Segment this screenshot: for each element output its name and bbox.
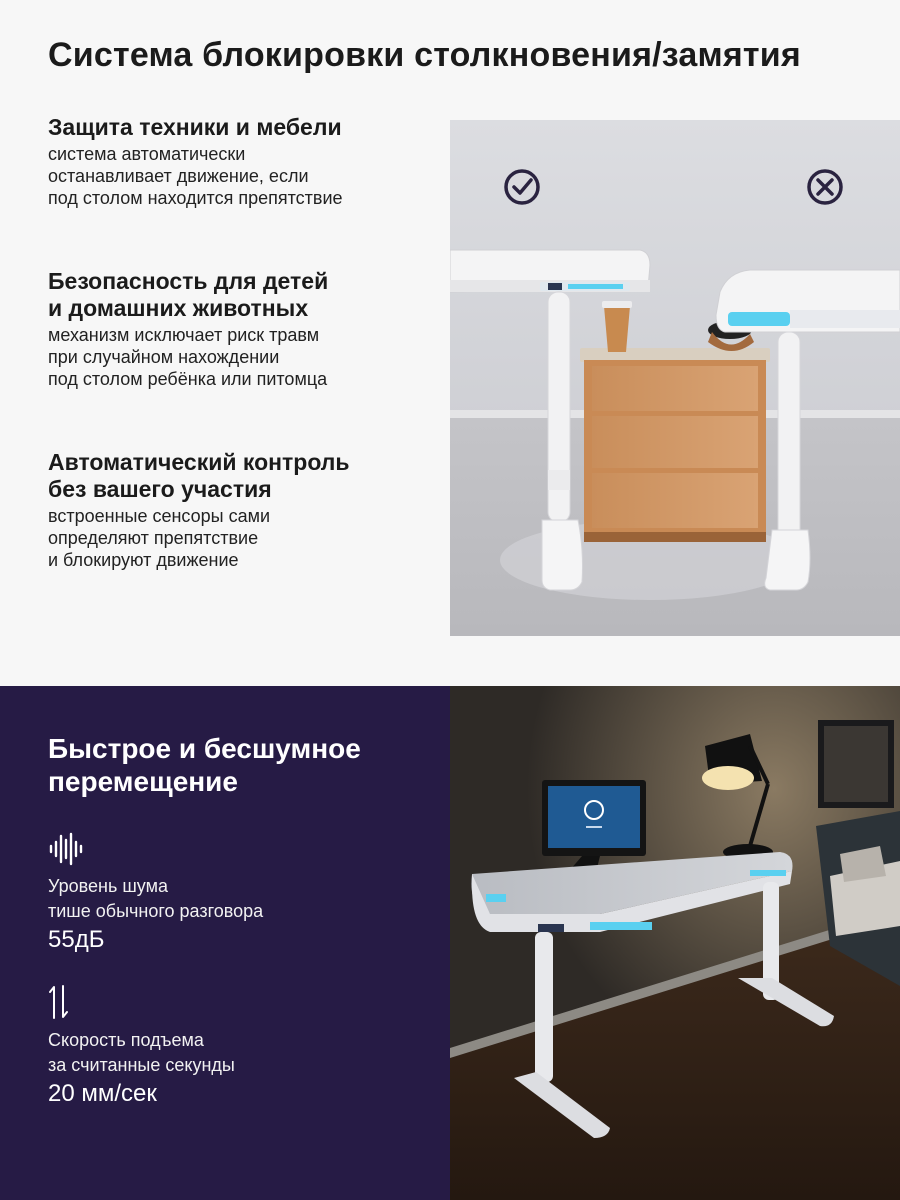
wall-picture: [818, 720, 894, 808]
feature-kids-safety: [48, 268, 438, 390]
speed-value: 20 мм/сек: [48, 1080, 157, 1107]
feature-text: система автоматически останавливает движение, если под столом находится препятствие: [48, 144, 343, 208]
section-title: Быстрое и бесшумное перемещение: [48, 733, 361, 797]
sound-wave-icon: [48, 832, 84, 866]
noise-value: 55дБ: [48, 926, 105, 953]
up-down-arrows-icon: [48, 984, 70, 1020]
feature-title: Защита техники и мебели: [48, 114, 342, 140]
feature-text: механизм исключает риск травм при случайном нахождении под столом ребёнка или питомца: [48, 325, 328, 389]
feature-equipment-protection: [48, 114, 438, 209]
speed-noise-section: [0, 686, 900, 1200]
feature-text: встроенные сенсоры сами определяют препятствие и блокируют движение: [48, 506, 271, 570]
feature-title: Автоматический контроль без вашего участия: [48, 449, 350, 502]
feature-auto-control: [48, 449, 438, 571]
speed-label: Скорость подъема за считанные секунды: [48, 1030, 235, 1075]
section-title: Система блокировки столкновения/замятия: [48, 36, 801, 74]
specs-panel: [0, 686, 450, 1200]
desk-room-photo: [450, 686, 900, 1200]
nightstand: [580, 348, 770, 542]
desk-collision-photo: [450, 120, 900, 636]
noise-label: Уровень шума тише обычного разговора: [48, 876, 264, 921]
feature-title: Безопасность для детей и домашних животных: [48, 268, 329, 321]
